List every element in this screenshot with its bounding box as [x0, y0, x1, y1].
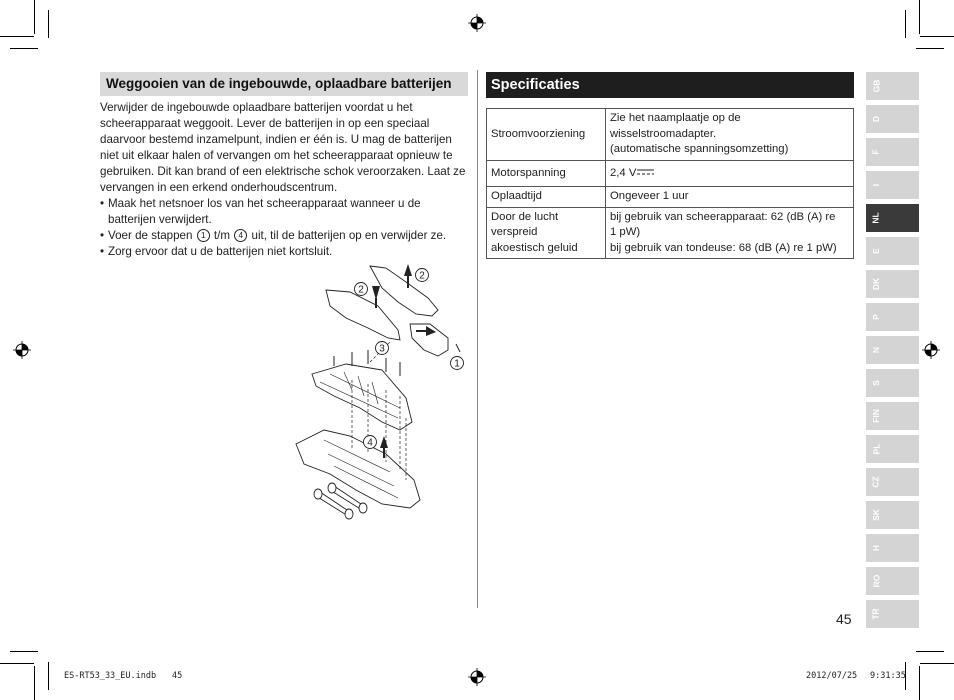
tab-e[interactable]: E: [866, 237, 919, 265]
tab-p[interactable]: P: [866, 303, 919, 331]
step-2-label: 2: [419, 270, 425, 282]
battery-disposal-text: [100, 100, 468, 260]
crop-mark: [48, 10, 49, 38]
tab-nl[interactable]: NL: [866, 204, 919, 232]
spec-label: Oplaadtijd: [487, 187, 606, 208]
registration-mark-icon: [13, 341, 31, 359]
specifications-heading: Specificaties: [486, 72, 854, 98]
battery-disposal-heading: Weggooien van de ingebouwde, oplaadbare batterijen: [100, 72, 468, 96]
crop-mark: [919, 666, 920, 700]
table-row: [487, 207, 854, 259]
table-row: [487, 109, 854, 161]
tab-d[interactable]: D: [866, 105, 919, 133]
step-number-badge: 4: [234, 229, 247, 242]
instruction-item: • Zorg ervoor dat u de batterijen niet kortsluit.: [100, 244, 468, 260]
footer-date: 2012/07/25: [806, 671, 858, 681]
footer-time: 9:31:35: [870, 671, 906, 681]
crop-mark: [919, 0, 920, 34]
table-row: [487, 187, 854, 208]
crop-mark: [920, 36, 954, 37]
tab-gb[interactable]: GB: [866, 72, 919, 100]
spec-label: Motorspanning: [487, 161, 606, 187]
step-1-label: 1: [454, 358, 460, 370]
crop-mark: [34, 0, 35, 34]
column-divider: [477, 70, 478, 608]
crop-mark: [34, 666, 35, 700]
crop-mark: [920, 663, 954, 664]
tab-n[interactable]: N: [866, 336, 919, 364]
crop-mark: [916, 48, 944, 49]
footer-page: 45: [172, 671, 183, 681]
tab-fin[interactable]: FIN: [866, 402, 919, 430]
tab-i[interactable]: I: [866, 171, 919, 199]
specifications-table: [486, 108, 854, 259]
registration-mark-icon: [468, 668, 486, 686]
instruction-item: • Maak het netsnoer los van het scheerapparaat wanneer u de batterijen verwijdert.: [100, 196, 468, 228]
crop-mark: [0, 36, 34, 37]
step-4-label: 4: [367, 437, 373, 449]
tab-dk[interactable]: DK: [866, 270, 919, 298]
tab-ro[interactable]: RO: [866, 567, 919, 595]
instruction-list: [100, 196, 468, 260]
crop-mark: [10, 48, 38, 49]
spec-value: Ongeveer 1 uur: [606, 187, 854, 208]
frame-part: [312, 364, 412, 430]
step-3-label: 3: [379, 343, 385, 355]
tab-f[interactable]: F: [866, 138, 919, 166]
cover-panel-left: [326, 290, 400, 340]
instruction-item: • Voer de stappen 1 t/m 4 uit, til de batterijen op en verwijder ze.: [100, 228, 468, 244]
crop-mark: [0, 663, 34, 664]
table-row: [487, 161, 854, 187]
tab-cz[interactable]: CZ: [866, 468, 919, 496]
dc-voltage-icon: [637, 169, 654, 175]
step-2-label: 2: [358, 284, 364, 296]
battery-disposal-paragraph: Verwijder de ingebouwde oplaadbare batterijen voordat u het scheerapparaat weggooit. Lever de batterijen in op een speciaal daarvoor bestemd inzamelpunt, indien er één is. U mag de batterijen niet uit elkaar halen of vervangen om het scheerapparaat opnieuw te gebruiken. Dit kan brand of een elektrische schok veroorzaken. Laat ze vervangen in een erkend onderhoudscentrum.: [100, 101, 466, 194]
battery-removal-illustration: [290, 258, 475, 528]
crop-mark: [916, 651, 944, 652]
tab-tr[interactable]: TR: [866, 600, 919, 628]
page-number: 45: [836, 611, 852, 627]
spec-label: Stroomvoorziening: [487, 109, 606, 161]
tab-sk[interactable]: SK: [866, 501, 919, 529]
registration-mark-icon: [468, 14, 486, 32]
crop-mark: [905, 10, 906, 38]
crop-mark: [10, 651, 38, 652]
crop-mark: [48, 662, 49, 690]
spec-value: bij gebruik van scheerapparaat: 62 (dB (A) re 1 pW) bij gebruik van tondeuse: 68 (dB (A) re 1 pW): [606, 207, 854, 259]
spec-value: Zie het naamplaatje op de wisselstroomadapter. (automatische spanningsomzetting): [606, 109, 854, 161]
step-number-badge: 1: [197, 229, 210, 242]
spec-value: 2,4 V: [606, 161, 854, 187]
spec-label: Door de lucht verspreid akoestisch geluid: [487, 207, 606, 259]
registration-mark-icon: [922, 341, 940, 359]
footer-file-name: ES-RT53_33_EU.indb: [64, 671, 157, 681]
tab-s[interactable]: S: [866, 369, 919, 397]
tab-h[interactable]: H: [866, 534, 919, 562]
tab-pl[interactable]: PL: [866, 435, 919, 463]
